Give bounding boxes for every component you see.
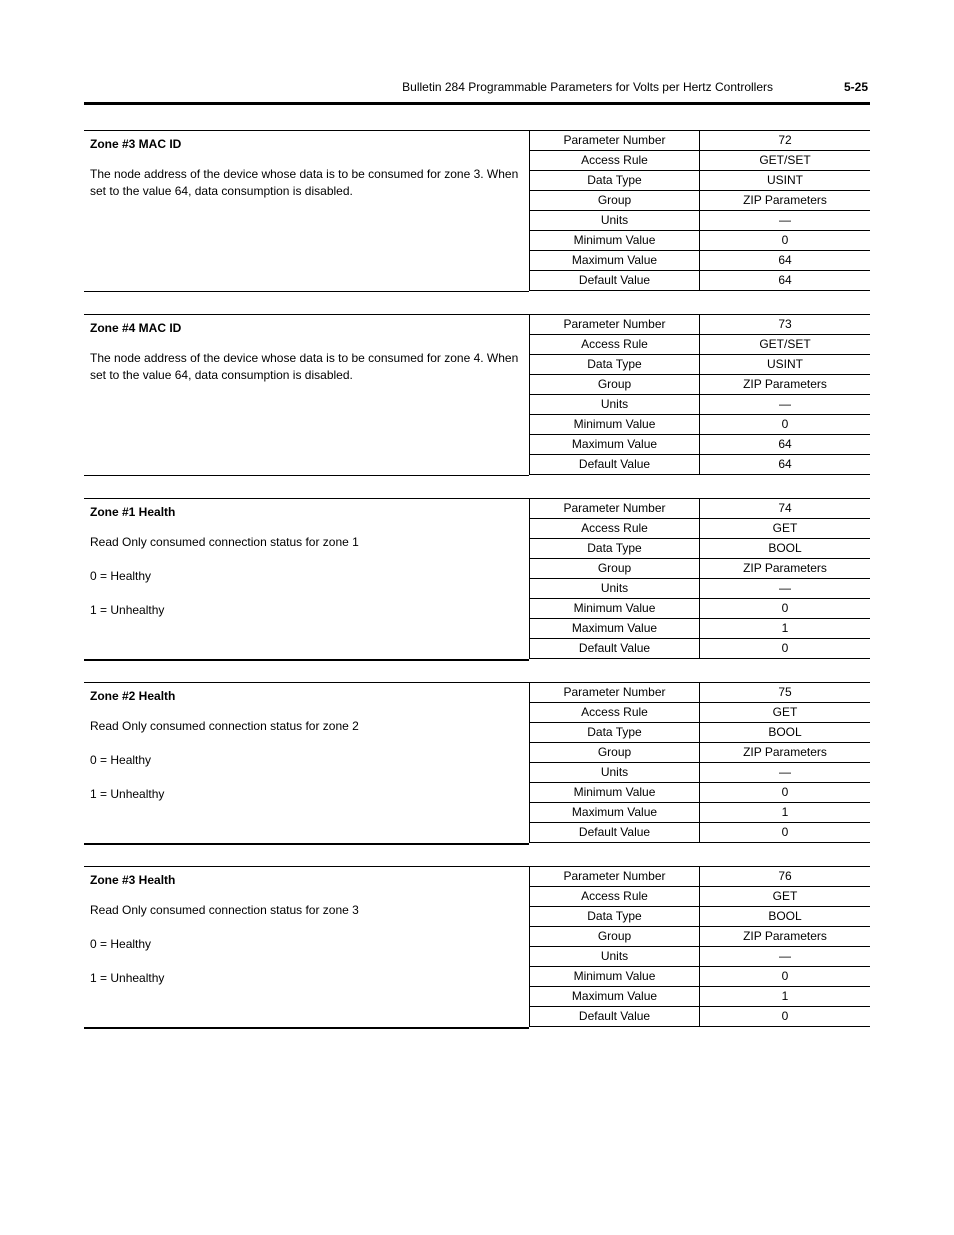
- row-label: Data Type: [530, 171, 700, 191]
- table-row: [530, 987, 871, 1007]
- row-value: 73: [700, 315, 871, 335]
- table-row: [530, 723, 871, 743]
- row-value: 0: [700, 231, 871, 251]
- row-label: Data Type: [530, 539, 700, 559]
- row-value: 0: [700, 415, 871, 435]
- row-value: ZIP Parameters: [700, 927, 871, 947]
- row-value: —: [700, 579, 871, 599]
- row-label: Maximum Value: [530, 435, 700, 455]
- row-value: 1: [700, 987, 871, 1007]
- table-row: [530, 539, 871, 559]
- table-row: [530, 151, 871, 171]
- row-label: Data Type: [530, 355, 700, 375]
- row-value: 64: [700, 455, 871, 475]
- parameter-text: [90, 534, 526, 619]
- parameter-description: [84, 682, 529, 845]
- row-label: Units: [530, 579, 700, 599]
- row-label: Access Rule: [530, 887, 700, 907]
- row-label: Access Rule: [530, 703, 700, 723]
- parameter-text-line: Read Only consumed connection status for zone 3: [90, 903, 359, 917]
- table-row: [530, 435, 871, 455]
- parameter-text-line: 0 = Healthy: [90, 569, 152, 583]
- table-row: [530, 499, 871, 519]
- table-row: [530, 743, 871, 763]
- parameter-block: [84, 498, 870, 660]
- row-label: Minimum Value: [530, 415, 700, 435]
- table-row: [530, 191, 871, 211]
- row-label: Units: [530, 763, 700, 783]
- row-label: Units: [530, 211, 700, 231]
- row-value: GET: [700, 887, 871, 907]
- row-value: GET: [700, 519, 871, 539]
- table-row: [530, 211, 871, 231]
- row-label: Access Rule: [530, 519, 700, 539]
- row-label: Minimum Value: [530, 967, 700, 987]
- row-label: Data Type: [530, 907, 700, 927]
- table-row: [530, 579, 871, 599]
- row-value: 76: [700, 867, 871, 887]
- row-value: 74: [700, 499, 871, 519]
- row-label: Minimum Value: [530, 783, 700, 803]
- table-row: [530, 927, 871, 947]
- row-value: 64: [700, 251, 871, 271]
- row-label: Units: [530, 947, 700, 967]
- parameter-description: [84, 314, 529, 476]
- table-row: [530, 619, 871, 639]
- parameter-block: [84, 682, 870, 844]
- row-label: Parameter Number: [530, 499, 700, 519]
- row-value: USINT: [700, 171, 871, 191]
- parameter-block: [84, 866, 870, 1028]
- parameter-table: [529, 866, 870, 1027]
- row-label: Access Rule: [530, 151, 700, 171]
- table-row: [530, 703, 871, 723]
- table-row: [530, 599, 871, 619]
- row-value: 0: [700, 639, 871, 659]
- row-value: 1: [700, 619, 871, 639]
- row-label: Units: [530, 395, 700, 415]
- table-row: [530, 763, 871, 783]
- table-row: [530, 559, 871, 579]
- parameter-table: [529, 314, 870, 475]
- parameter-text-line: Read Only consumed connection status for zone 1: [90, 535, 359, 549]
- row-label: Group: [530, 743, 700, 763]
- row-value: ZIP Parameters: [700, 375, 871, 395]
- row-value: —: [700, 763, 871, 783]
- row-label: Group: [530, 191, 700, 211]
- row-value: ZIP Parameters: [700, 743, 871, 763]
- row-value: ZIP Parameters: [700, 191, 871, 211]
- parameter-text-line: 1 = Unhealthy: [90, 787, 165, 801]
- page-number: 5-25: [843, 80, 868, 94]
- parameter-table: [529, 682, 870, 843]
- row-value: 0: [700, 1007, 871, 1027]
- table-row: [530, 355, 871, 375]
- row-label: Maximum Value: [530, 803, 700, 823]
- row-value: BOOL: [700, 723, 871, 743]
- parameter-text-line: 1 = Unhealthy: [90, 603, 165, 617]
- row-value: USINT: [700, 355, 871, 375]
- parameter-block: [84, 314, 870, 476]
- parameter-name: Zone #3 MAC ID: [90, 137, 182, 151]
- parameter-text: [90, 902, 526, 987]
- row-label: Parameter Number: [530, 315, 700, 335]
- row-label: Group: [530, 559, 700, 579]
- table-row: [530, 907, 871, 927]
- row-value: BOOL: [700, 539, 871, 559]
- table-row: [530, 415, 871, 435]
- table-row: [530, 231, 871, 251]
- row-label: Parameter Number: [530, 131, 700, 151]
- row-value: —: [700, 395, 871, 415]
- parameter-description: [84, 866, 529, 1029]
- row-value: ZIP Parameters: [700, 559, 871, 579]
- table-row: [530, 867, 871, 887]
- row-label: Data Type: [530, 723, 700, 743]
- row-value: GET/SET: [700, 335, 871, 355]
- row-value: 0: [700, 783, 871, 803]
- row-label: Parameter Number: [530, 683, 700, 703]
- parameter-name: Zone #4 MAC ID: [90, 321, 182, 335]
- parameter-name: Zone #2 Health: [90, 689, 176, 703]
- row-label: Default Value: [530, 271, 700, 291]
- table-row: [530, 171, 871, 191]
- row-value: —: [700, 211, 871, 231]
- parameter-text: [90, 166, 526, 200]
- table-row: [530, 803, 871, 823]
- row-value: 64: [700, 271, 871, 291]
- row-label: Group: [530, 927, 700, 947]
- table-row: [530, 335, 871, 355]
- row-value: 0: [700, 599, 871, 619]
- row-value: GET: [700, 703, 871, 723]
- row-label: Maximum Value: [530, 251, 700, 271]
- parameter-text-line: Read Only consumed connection status for zone 2: [90, 719, 359, 733]
- parameter-text-line: The node address of the device whose data is to be consumed for zone 4. When set to the value 64, data consumption is disabled.: [90, 351, 519, 382]
- row-value: 75: [700, 683, 871, 703]
- table-row: [530, 823, 871, 843]
- row-label: Group: [530, 375, 700, 395]
- table-row: [530, 639, 871, 659]
- row-value: BOOL: [700, 907, 871, 927]
- table-row: [530, 131, 871, 151]
- row-value: 1: [700, 803, 871, 823]
- parameter-text-line: 1 = Unhealthy: [90, 971, 165, 985]
- page-header: [84, 80, 870, 98]
- parameter-description: [84, 498, 529, 661]
- table-row: [530, 519, 871, 539]
- row-value: —: [700, 947, 871, 967]
- parameter-block: [84, 130, 870, 292]
- row-value: 64: [700, 435, 871, 455]
- parameter-text: [90, 350, 526, 384]
- table-row: [530, 315, 871, 335]
- row-label: Default Value: [530, 455, 700, 475]
- parameter-table: [529, 130, 870, 291]
- document-title: Bulletin 284 Programmable Parameters for Volts per Hertz Controllers: [402, 80, 773, 94]
- row-value: 0: [700, 967, 871, 987]
- table-row: [530, 683, 871, 703]
- table-row: [530, 375, 871, 395]
- parameter-text: [90, 718, 526, 803]
- parameter-name: Zone #1 Health: [90, 505, 176, 519]
- table-row: [530, 783, 871, 803]
- row-label: Default Value: [530, 1007, 700, 1027]
- row-label: Default Value: [530, 639, 700, 659]
- row-label: Maximum Value: [530, 987, 700, 1007]
- row-label: Minimum Value: [530, 231, 700, 251]
- table-row: [530, 395, 871, 415]
- row-value: 0: [700, 823, 871, 843]
- row-label: Access Rule: [530, 335, 700, 355]
- table-row: [530, 887, 871, 907]
- table-row: [530, 455, 871, 475]
- parameter-description: [84, 130, 529, 292]
- table-row: [530, 251, 871, 271]
- parameter-table: [529, 498, 870, 659]
- parameter-text-line: 0 = Healthy: [90, 937, 152, 951]
- row-label: Parameter Number: [530, 867, 700, 887]
- table-row: [530, 967, 871, 987]
- table-row: [530, 947, 871, 967]
- parameter-text-line: The node address of the device whose data is to be consumed for zone 3. When set to the value 64, data consumption is disabled.: [90, 167, 519, 198]
- parameter-text-line: 0 = Healthy: [90, 753, 152, 767]
- parameter-name: Zone #3 Health: [90, 873, 176, 887]
- table-row: [530, 271, 871, 291]
- header-rule: [84, 102, 870, 105]
- row-value: 72: [700, 131, 871, 151]
- row-label: Minimum Value: [530, 599, 700, 619]
- row-label: Default Value: [530, 823, 700, 843]
- table-row: [530, 1007, 871, 1027]
- row-value: GET/SET: [700, 151, 871, 171]
- row-label: Maximum Value: [530, 619, 700, 639]
